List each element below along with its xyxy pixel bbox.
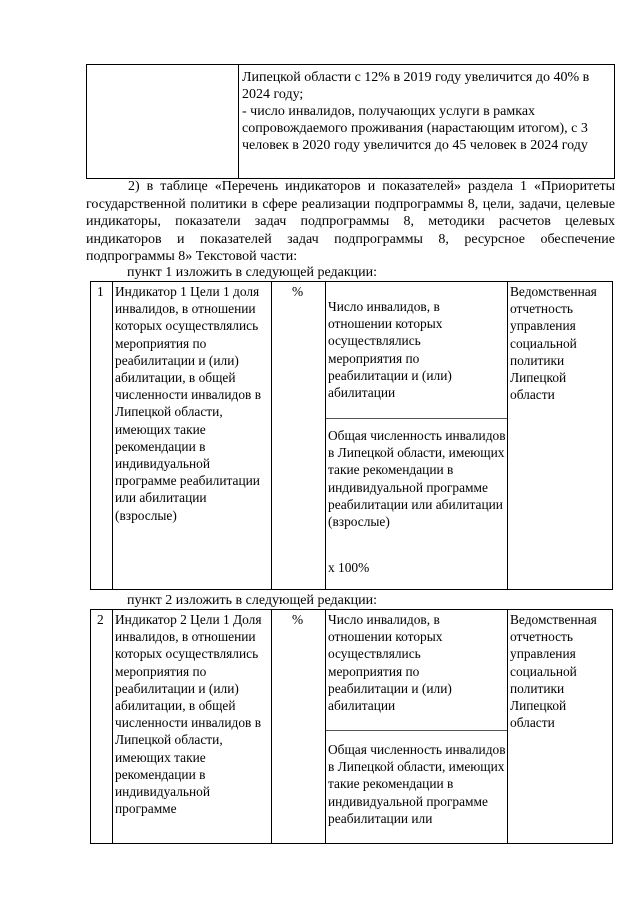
t1-denominator: Общая численность инвалидов в Липецкой области, имеющих такие рекомендации в индивидуальной программе реабилитации или абилитации (взрослые)	[328, 428, 506, 530]
t2-indicator-name: Индикатор 2 Цели 1 Доля инвалидов, в отношении которых осуществлялись мероприятия по реабилитации и (или) абилитации, в общей численности инвалидов в Липецкой области, имеющих такие рекомендации в индивидуальной программе	[115, 612, 262, 817]
t1-numerator: Число инвалидов, в отношении которых осуществлялись мероприятия по реабилитации и (или) абилитации	[328, 299, 452, 401]
t1-source: Ведомственная отчетность управления социальной политики Липецкой области	[510, 284, 597, 403]
item2-heading: пункт 2 изложить в следующей редакции:	[127, 593, 377, 608]
t2-denominator: Общая численность инвалидов в Липецкой области, имеющих такие рекомендации в индивидуальной программе реабилитации или	[328, 742, 506, 826]
t2-unit: %	[292, 612, 304, 627]
t1-unit: %	[292, 284, 304, 299]
amendment-paragraph: 2) в таблице «Перечень индикаторов и показателей» раздела 1 «Приоритеты государственной политики в сфере реализации подпрограммы 8, цели, задачи, целевые индикаторы, показатели задач подпрограммы 8, методики расчетов целевых индикаторов и показателей задач подпрограммы 8, ресурсное обеспечение подпрограммы 8» Текстовой части:	[86, 179, 615, 264]
fraction-line-1	[326, 418, 507, 419]
t1-multiplier: х 100%	[328, 560, 370, 575]
t2-numerator: Число инвалидов, в отношении которых осуществлялись мероприятия по реабилитации и (или) абилитации	[328, 612, 452, 714]
t2-row-number: 2	[97, 612, 104, 627]
t1-indicator-name: Индикатор 1 Цели 1 доля инвалидов, в отношении которых осуществлялись мероприятия по реабилитации и (или) абилитации, в общей численности инвалидов в Липецкой области, имеющих такие рекомендации в индивидуальной программе реабилитации или абилитации (взрослые)	[115, 284, 262, 523]
top-table-right-cell: Липецкой области с 12% в 2019 году увеличится до 40% в 2024 году; - число инвалидов, получающих услуги в рамках сопровождаемого проживания (нарастающим итогом), с 3 человек в 2020 году увеличится до 45 человек в 2024 году	[242, 70, 590, 153]
item1-heading: пункт 1 изложить в следующей редакции:	[127, 265, 377, 280]
t2-source: Ведомственная отчетность управления социальной политики Липецкой области	[510, 612, 597, 731]
fraction-line-2	[326, 730, 507, 731]
t1-row-number: 1	[97, 284, 104, 299]
